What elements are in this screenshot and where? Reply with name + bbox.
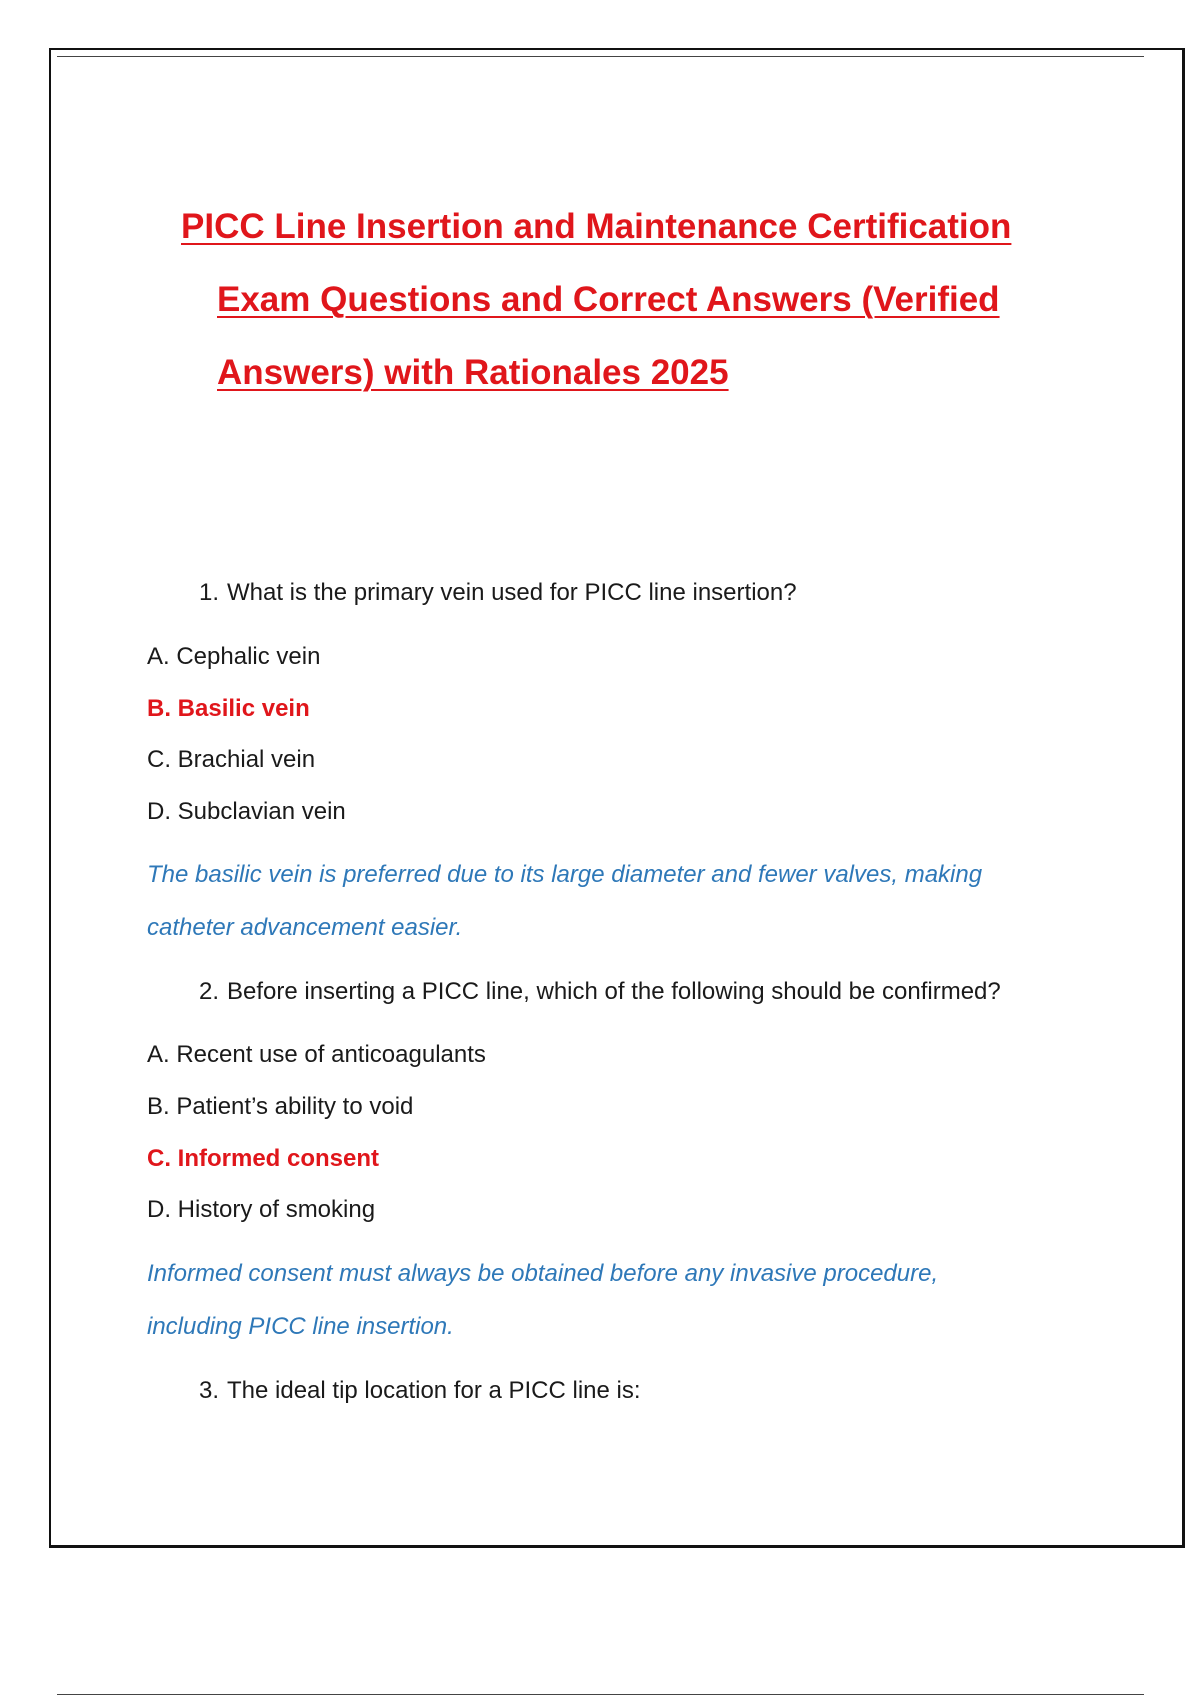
rationale-line: catheter advancement easier. — [147, 914, 463, 941]
q2-rationale — [147, 1247, 1127, 1353]
q1-option-d: D. Subclavian vein — [147, 798, 346, 825]
question-number: 1. — [198, 579, 219, 606]
q2-option-c-correct: C. Informed consent — [147, 1145, 380, 1172]
rationale-line: Informed consent must always be obtained before any invasive procedure, — [147, 1260, 939, 1287]
bottom-rule — [57, 1694, 1144, 1695]
q1-option-a: A. Cephalic vein — [147, 643, 321, 670]
question-1 — [181, 578, 797, 608]
q2-option-d: D. History of smoking — [147, 1196, 376, 1223]
document-title — [181, 190, 1061, 409]
question-text: Before inserting a PICC line, which of the following should be confirmed? — [227, 978, 1001, 1005]
title-line-2: Exam Questions and Correct Answers (Verified — [217, 280, 1000, 319]
question-2 — [181, 977, 1001, 1007]
q1-option-c: C. Brachial vein — [147, 746, 316, 773]
question-text: The ideal tip location for a PICC line is: — [227, 1377, 641, 1404]
rationale-line: including PICC line insertion. — [147, 1313, 454, 1340]
rationale-line: The basilic vein is preferred due to its large diameter and fewer valves, making — [147, 861, 983, 888]
title-line-3: Answers) with Rationales 2025 — [217, 353, 729, 392]
page-frame — [49, 48, 1185, 1548]
top-rule — [57, 56, 1144, 57]
q1-rationale — [147, 848, 1127, 954]
question-number: 3. — [198, 1377, 219, 1404]
question-3 — [181, 1376, 641, 1406]
title-line-1: PICC Line Insertion and Maintenance Certification — [181, 207, 1012, 246]
q1-option-b-correct: B. Basilic vein — [147, 695, 310, 722]
question-text: What is the primary vein used for PICC line insertion? — [227, 579, 797, 606]
q2-option-a: A. Recent use of anticoagulants — [147, 1041, 486, 1068]
q2-option-b: B. Patient’s ability to void — [147, 1093, 414, 1120]
question-number: 2. — [198, 978, 219, 1005]
